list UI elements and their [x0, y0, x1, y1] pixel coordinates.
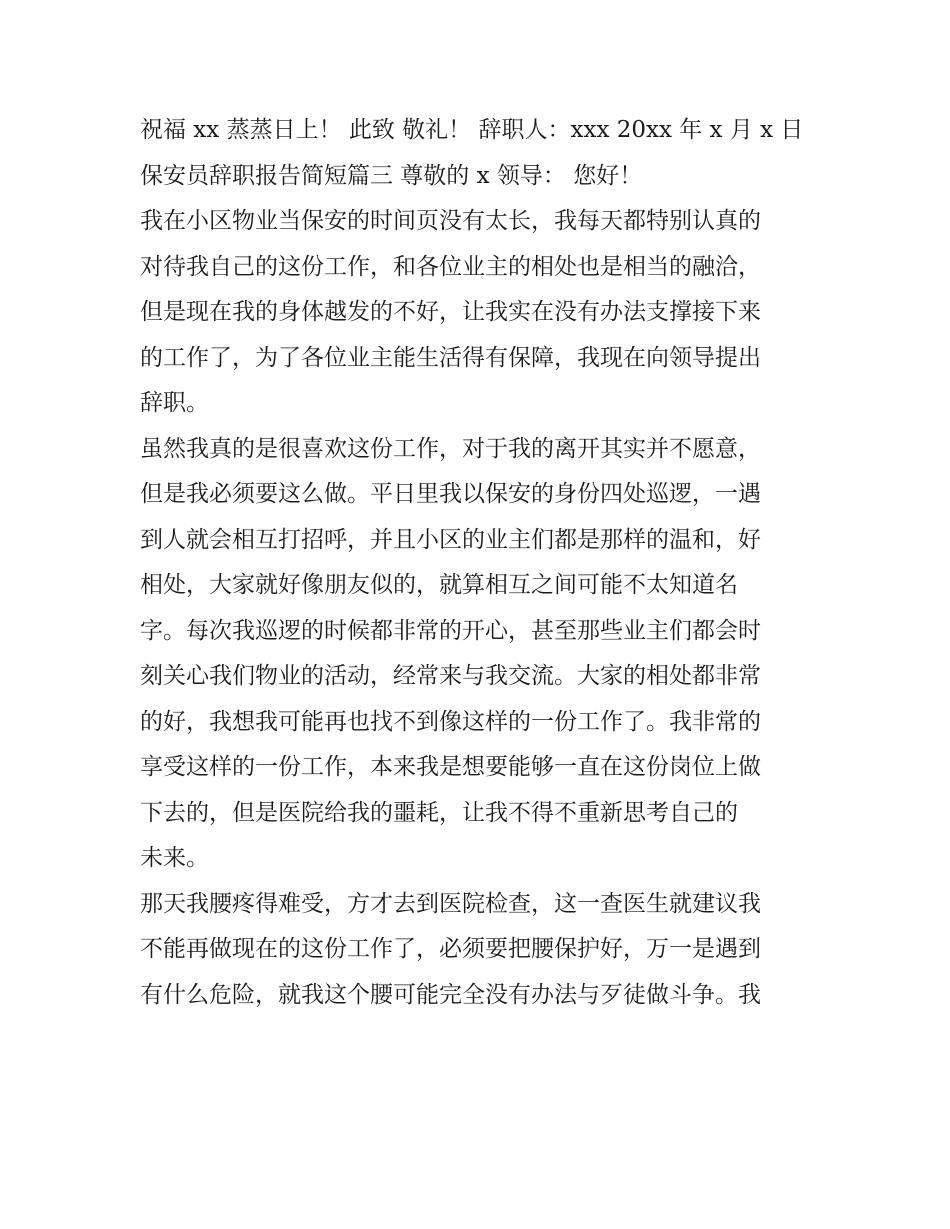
text-line: 有什么危险，就我这个腰可能完全没有办法与歹徒做斗争。我	[140, 981, 761, 1008]
text-line: 不能再做现在的这份工作了，必须要把腰保护好，万一是遇到	[140, 936, 761, 962]
text-line: 那天我腰疼得难受，方才去到医院检查，这一查医生就建议我	[140, 890, 761, 917]
text-line: 辞职。	[140, 390, 209, 416]
text-line: 但是我必须要这么做。平日里我以保安的身份四处巡逻，一遇	[140, 481, 761, 507]
text-line: 虽然我真的是很喜欢这份工作，对于我的离开其实并不愿意，	[140, 435, 761, 462]
document-body	[140, 108, 820, 1018]
text-line: 的好，我想我可能再也找不到像这样的一份工作了。我非常的	[140, 708, 761, 735]
text-line: 保安员辞职报告简短篇三 尊敬的 x 领导： 您好！	[140, 162, 643, 189]
text-line: 我在小区物业当保安的时间页没有太长，我每天都特别认真的	[140, 208, 761, 234]
text-line: 祝福 xx 蒸蒸日上！ 此致 敬礼！ 辞职人：xxx 20xx 年 x 月 x 日	[140, 117, 804, 143]
text-line: 下去的，但是医院给我的噩耗，让我不得不重新思考自己的	[140, 799, 738, 826]
text-line: 对待我自己的这份工作，和各位业主的相处也是相当的融洽，	[140, 253, 761, 280]
text-line: 相处，大家就好像朋友似的，就算相互之间可能不太知道名	[140, 572, 738, 598]
text-line: 的工作了，为了各位业主能生活得有保障，我现在向领导提出	[140, 344, 761, 371]
text-line: 字。每次我巡逻的时候都非常的开心，甚至那些业主们都会时	[140, 617, 761, 644]
text-line: 到人就会相互打招呼，并且小区的业主们都是那样的温和，好	[140, 526, 761, 553]
text-line: 未来。	[140, 845, 209, 871]
text-line: 享受这样的一份工作，本来我是想要能够一直在这份岗位上做	[140, 754, 761, 780]
text-line: 刻关心我们物业的活动，经常来与我交流。大家的相处都非常	[140, 663, 761, 689]
text-line: 但是现在我的身体越发的不好，让我实在没有办法支撑接下来	[140, 299, 761, 325]
